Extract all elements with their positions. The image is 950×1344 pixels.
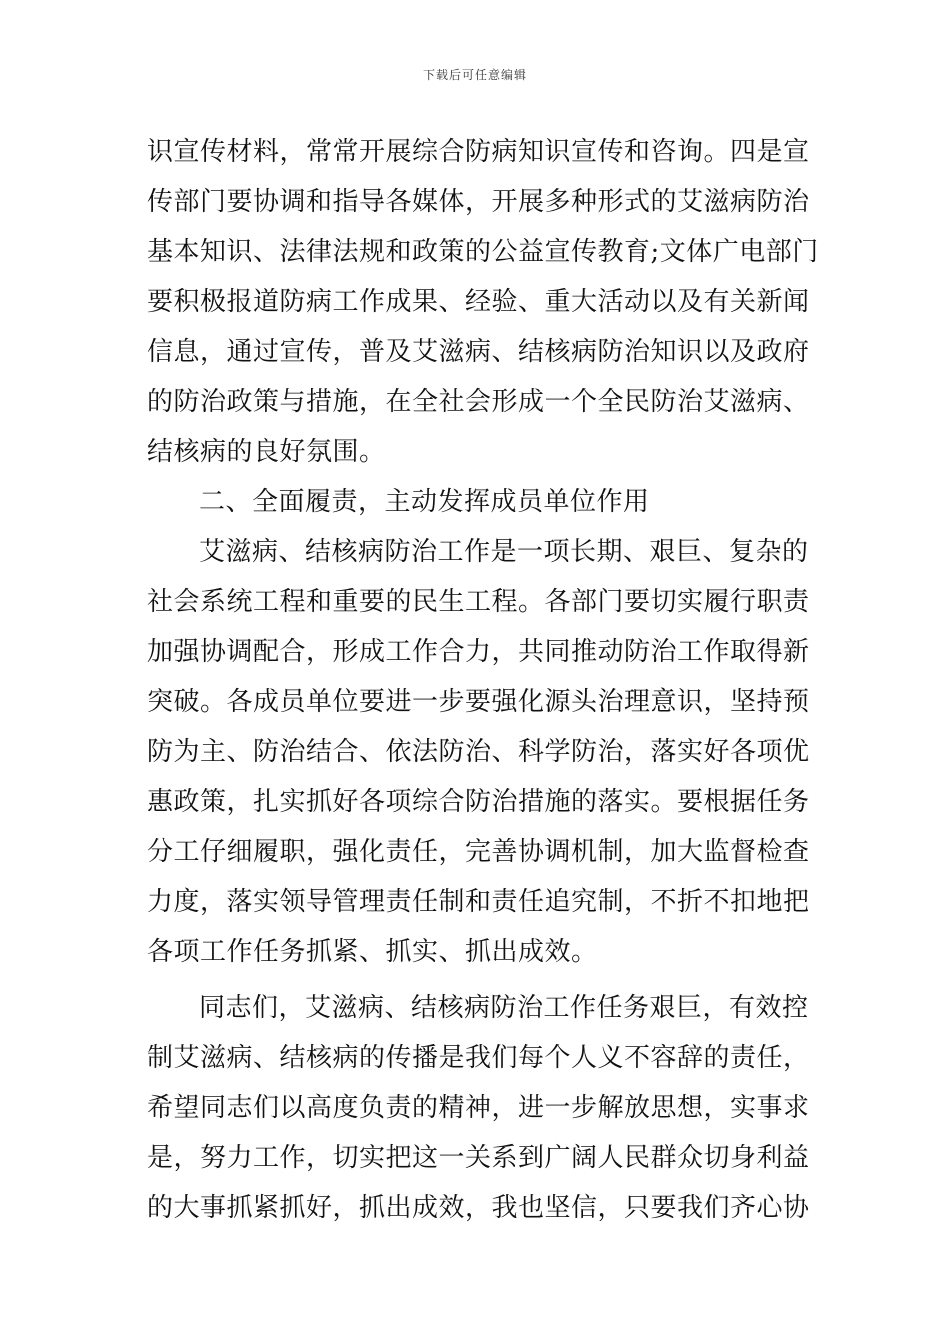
text-line: 结核病的良好氛围。 [147,437,386,467]
text-line: 希望同志们以高度负责的精神，进一步解放思想，实事求 [147,1093,810,1123]
text-line: 各项工作任务抓紧、抓实、抓出成效。 [147,937,598,967]
text-line: 要积极报道防病工作成果、经验、重大活动以及有关新闻 [147,287,810,317]
text-line: 防为主、防治结合、依法防治、科学防治，落实好各项优 [147,737,810,767]
text-line: 分工仔细履职，强化责任，完善协调机制，加大监督检查 [147,837,810,867]
section-heading: 二、全面履责，主动发挥成员单位作用 [199,487,650,517]
page-header-note: 下载后可任意编辑 [422,68,527,82]
document-body [147,127,819,1233]
paragraph-start: 同志们，艾滋病、结核病防治工作任务艰巨，有效控 [199,993,809,1023]
text-line: 是，努力工作，切实把这一关系到广阔人民群众切身利益 [147,1143,810,1173]
text-line: 传部门要协调和指导各媒体，开展多种形式的艾滋病防治 [147,187,810,217]
text-line: 识宣传材料，常常开展综合防病知识宣传和咨询。四是宣 [147,137,810,167]
text-line: 加强协调配合，形成工作合力，共同推动防治工作取得新 [147,637,810,667]
text-line: 的大事抓紧抓好，抓出成效，我也坚信，只要我们齐心协 [147,1193,810,1223]
text-line: 社会系统工程和重要的民生工程。各部门要切实履行职责 [147,587,810,617]
text-line: 力度，落实领导管理责任制和责任追究制，不折不扣地把 [147,887,810,917]
text-line: 基本知识、法律法规和政策的公益宣传教育;文体广电部门 [147,237,819,267]
text-line: 的防治政策与措施，在全社会形成一个全民防治艾滋病、 [147,387,810,417]
text-line: 突破。各成员单位要进一步要强化源头治理意识，坚持预 [147,687,810,717]
paragraph-start: 艾滋病、结核病防治工作是一项长期、艰巨、复杂的 [199,537,809,567]
text-line: 惠政策，扎实抓好各项综合防治措施的落实。要根据任务 [147,787,810,817]
text-line: 信息，通过宣传，普及艾滋病、结核病防治知识以及政府 [147,337,810,367]
text-line: 制艾滋病、结核病的传播是我们每个人义不容辞的责任， [147,1043,810,1073]
